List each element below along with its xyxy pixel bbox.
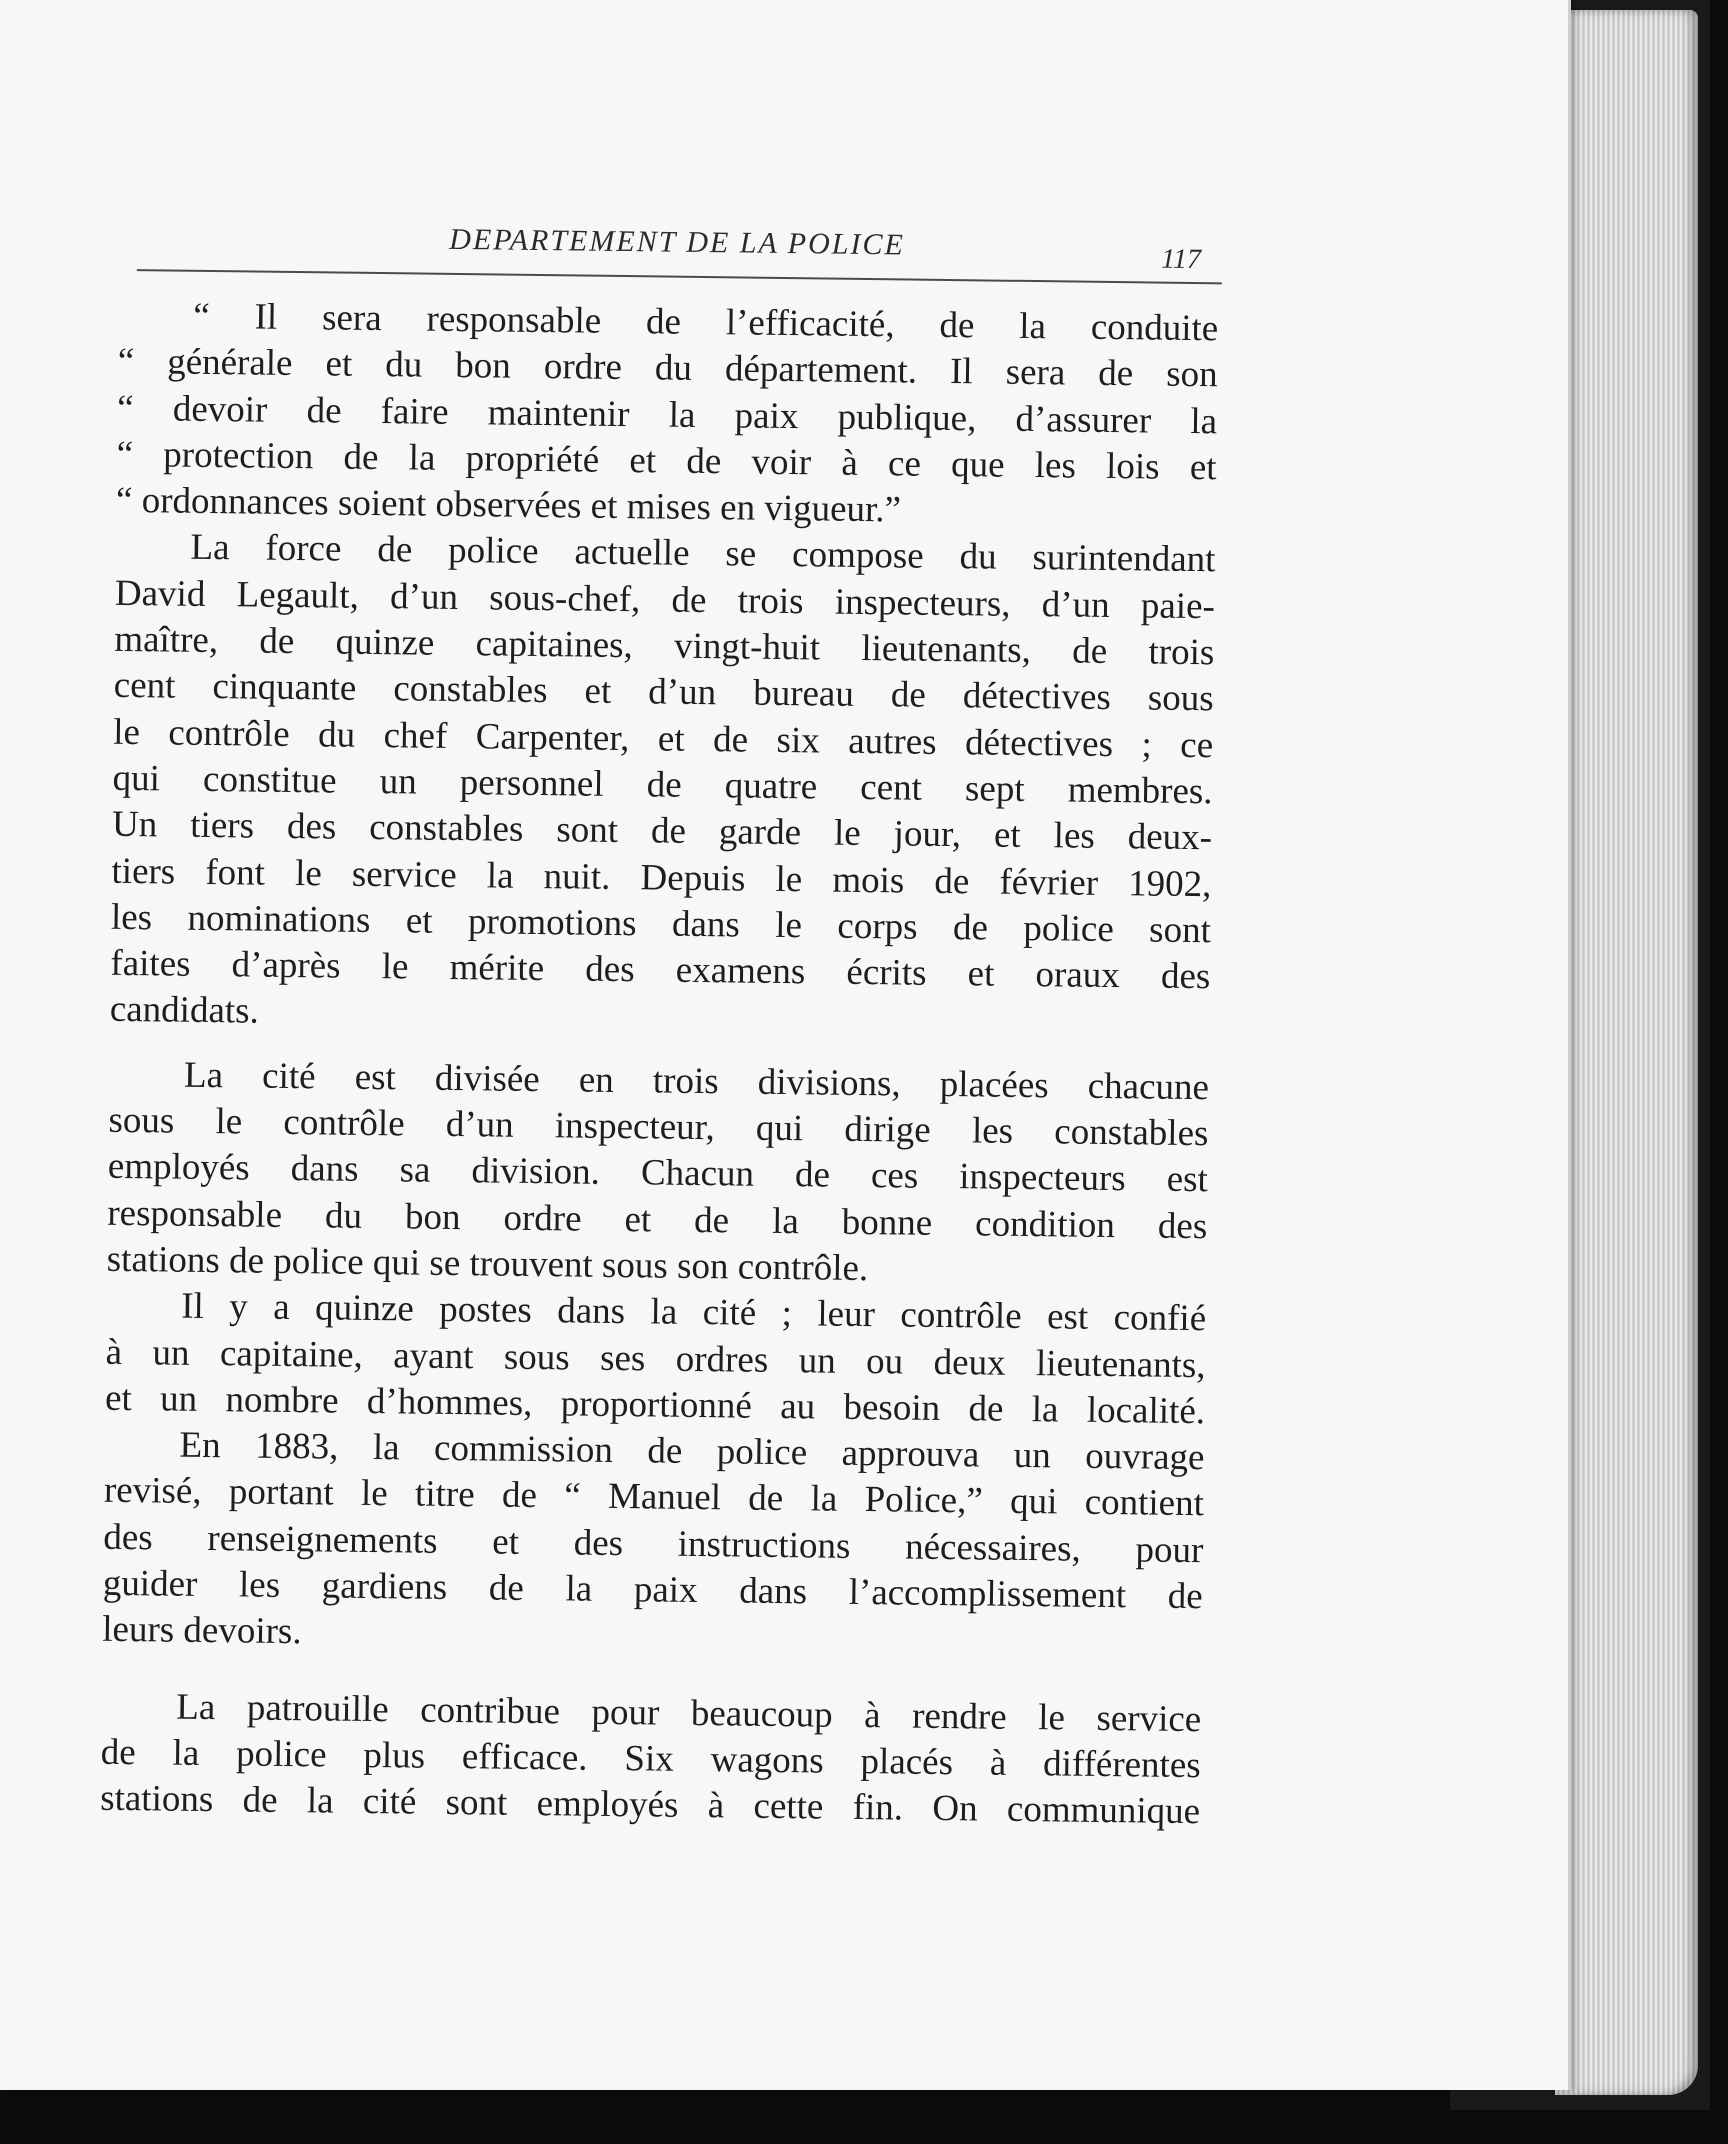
text-line: maître, de quinze capitaines, vingt-huit lieutenants, de trois bbox=[114, 618, 1215, 674]
page-edges bbox=[1555, 10, 1698, 2095]
body-text bbox=[100, 293, 1219, 1836]
text-line: qui constitue un personnel de quatre cent sept membres. bbox=[112, 757, 1213, 813]
text-line: David Legault, d’un sous-chef, de trois inspecteurs, d’un paie- bbox=[114, 572, 1216, 628]
text-line: employés dans sa division. Chacun de ces inspecteurs est bbox=[107, 1146, 1209, 1201]
text-line: Un tiers des constables sont de garde le jour, et les deux- bbox=[111, 804, 1213, 859]
text-line: Il y a quinze postes dans la cité ; leur contrôle est confié bbox=[180, 1285, 1207, 1340]
text-line: tiers font le service la nuit. Depuis le mois de février 1902, bbox=[111, 850, 1212, 905]
text-line: sous le contrôle d’un inspecteur, qui dirige les constables bbox=[108, 1099, 1209, 1155]
page-number: 117 bbox=[1160, 243, 1202, 276]
text-line: stations de police qui se trouvent sous son contrôle. bbox=[106, 1238, 869, 1290]
text-line: leurs devoirs. bbox=[102, 1609, 302, 1653]
text-line: de la police plus efficace. Six wagons placés à différentes bbox=[100, 1731, 1201, 1787]
text-line: à un capitaine, ayant sous ses ordres un ou deux lieutenants, bbox=[105, 1331, 1206, 1386]
text-line: En 1883, la commission de police approuva un ouvrage bbox=[179, 1424, 1205, 1479]
text-line: “ devoir de faire maintenir la paix publique, d’assurer la bbox=[116, 387, 1218, 442]
text-line: faites d’après le mérite des examens écrits et oraux des bbox=[110, 942, 1211, 998]
text-line: La force de police actuelle se compose du surintendant bbox=[190, 527, 1216, 581]
text-line: les nominations et promotions dans le corps de police sont bbox=[110, 896, 1212, 952]
text-line: et un nombre d’hommes, proportionné au besoin de la localité. bbox=[104, 1377, 1206, 1433]
text-line: des renseignements et des instructions nécessaires, pour bbox=[103, 1516, 1204, 1571]
text-line: “ Il sera responsable de l’efficacité, de la conduite bbox=[193, 295, 1219, 350]
running-head: DEPARTEMENT DE LA POLICE bbox=[449, 222, 905, 262]
text-line: “ protection de la propriété et de voir à ce que les lois et bbox=[116, 433, 1217, 489]
text-line: responsable du bon ordre et de la bonne condition des bbox=[107, 1192, 1208, 1247]
text-line: candidats. bbox=[109, 989, 260, 1033]
header-rule bbox=[137, 269, 1222, 284]
text-line: La cité est divisée en trois divisions, placées chacune bbox=[183, 1054, 1210, 1108]
text-line: La patrouille contribue pour beaucoup à rendre le service bbox=[176, 1686, 1202, 1740]
text-line: stations de la cité sont employés à cette fin. On communique bbox=[99, 1777, 1201, 1833]
text-line: guider les gardiens de la paix dans l’accomplissement de bbox=[102, 1562, 1203, 1618]
text-line: cent cinquante constables et d’un bureau de détectives sous bbox=[113, 665, 1214, 720]
text-line: revisé, portant le titre de “ Manuel de la Police,” qui contient bbox=[103, 1470, 1205, 1525]
text-line: le contrôle du chef Carpenter, et de six autres détectives ; ce bbox=[112, 711, 1214, 766]
text-line: “ ordonnances soient observées et mises en vigueur.” bbox=[115, 480, 902, 531]
text-line: “ générale et du bon ordre du département. Il sera de son bbox=[117, 341, 1218, 396]
